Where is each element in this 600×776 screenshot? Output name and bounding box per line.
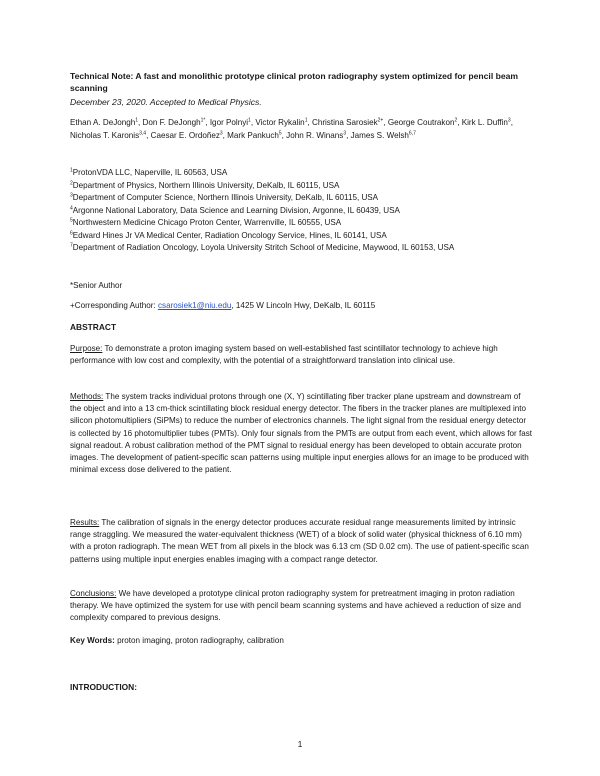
results-label: Results: [70,518,100,527]
author-affiliation-mark: 1 [304,117,308,124]
affiliation-item [70,230,534,243]
author-name: James S. Welsh [350,130,409,140]
purpose-label: Purpose: [70,344,103,353]
affiliation-text: Department of Radiation Oncology, Loyola University Stritch School of Medicine, Maywood, IL 60153, USA [72,243,455,252]
author-affiliation-mark: 3,4 [139,129,147,136]
methods-label: Methods: [70,392,104,401]
abstract-methods [70,391,532,476]
author-separator: , [138,118,143,127]
affiliation-item [70,205,534,218]
author-name: Igor Polnyi [209,118,249,127]
author-affiliation-mark: 3 [343,129,347,136]
author-separator: , [281,130,287,140]
author-name: Victor Rykalin [255,118,305,127]
corresponding-address: , 1425 W Lincoln Hwy, DeKalb, IL 60115 [231,301,376,310]
author-name: Christina Sarosiek [311,118,378,127]
affiliation-text: Argonne National Laboratory, Data Science and Learning Division, Argonne, IL 60439, USA [72,205,400,215]
corresponding-author [70,300,375,311]
author-name: Caesar E. Ordoñez [150,130,220,140]
author-name: John R. Winans [286,130,344,140]
author-affiliation-mark: 1 [135,117,139,124]
affiliation-list [70,167,534,255]
purpose-text: To demonstrate a proton imaging system based on well-established fast scintillator technology to achieve high performance with low cost and complexity, with the potential of a straightforward translation into clinical use. [70,344,498,366]
author-separator: , [383,118,388,127]
author-separator: , [457,118,462,127]
affiliation-number: 7 [70,242,73,249]
author-affiliation-mark: 1* [200,117,206,124]
author-affiliation-mark: 1 [248,117,251,124]
author-separator: , [222,130,228,140]
author-separator: , [146,130,151,140]
author-affiliation-mark: 5 [278,129,282,136]
methods-text: The system tracks individual protons through one (X, Y) scintillating fiber tracker plane upstream and downstream of the object and into a 13 cm-thick scintillating block residual energy detector. The fibers in the tracker planes are multiplexed into silicon photomultipliers (SiPMs) to reduce the number of electronics channels. The light signal from the residual energy detector is collected by 16 photomultiplier tubes (PMTs). Only four signals from the PMTs are output from each event, which allows for fast signal readout. A robust calibration method of the PMT signal to residual energy has been developed to obtain accurate proton images. The development of patient-specific scan patterns using multiple input energies allows for an image to be produced with minimal excess dose delivered to the patient. [70,392,532,475]
corresponding-prefix: +Corresponding Author: [70,301,158,310]
author-name: Don F. DeJongh [142,118,201,127]
conclusions-text: We have developed a prototype clinical proton radiography system for pretreatment imaging in proton radiation therapy. We have optimized the system for use with pencil beam scanning systems and have achieved a reduction of size and complexity compared to previous designs. [70,589,521,623]
affiliation-number: 5 [70,217,73,224]
author-affiliation-mark: 2+ [377,117,384,124]
author-affiliation-mark: 3 [219,129,223,136]
keywords-text: proton imaging, proton radiography, calibration [114,636,284,645]
affiliation-number: 1 [70,167,73,174]
affiliation-number: 3 [70,192,73,199]
author-affiliation-mark: 6,7 [408,129,416,136]
affiliation-item [70,242,534,255]
abstract-conclusions [70,588,532,625]
affiliation-number: 6 [70,229,73,236]
affiliation-text: Northwestern Medicine Chicago Proton Center, Warrenville, IL 60555, USA [72,218,342,227]
author-separator: , [510,118,513,127]
author-separator: , [205,118,210,127]
affiliation-number: 4 [70,204,73,211]
affiliation-item [70,217,534,230]
affiliation-text: Department of Computer Science, Northern Illinois University, DeKalb, IL 60115, USA [72,193,379,202]
page-number: 1 [297,739,303,749]
author-name: Mark Pankuch [227,130,279,140]
conclusions-label: Conclusions: [70,589,117,598]
paper-title: Technical Note: A fast and monolithic prototype clinical proton radiography system optimized for pencil beam scanning [70,71,519,93]
results-text: The calibration of signals in the energy detector produces accurate residual range measurements limited by intrinsic range straggling. We measured the water-equivalent thickness (WET) of a block of solid water (physical thickness of 6.10 mm) with a proton radiograph. The mean WET from all pixels in the block was 6.13 cm (SD 0.02 cm). The use of patient-specific scan patterns using multiple input energies enables imaging with a compact range detector. [70,518,529,564]
affiliation-text: Edward Hines Jr VA Medical Center, Radiation Oncology Service, Hines, IL 60141, USA [72,230,387,240]
abstract-purpose [70,343,532,367]
affiliation-text: Department of Physics, Northern Illinois University, DeKalb, IL 60115, USA [72,180,340,190]
author-name: Nicholas T. Karonis [70,130,140,140]
author-name: George Coutrakon [387,118,455,127]
senior-author-note: *Senior Author [70,281,123,290]
abstract-results [70,517,532,566]
introduction-heading: INTRODUCTION: [70,682,137,692]
keywords [70,635,284,646]
author-separator: , [307,118,312,127]
author-affiliation-mark: 3 [507,117,511,124]
author-name: Kirk L. Duffin [461,118,508,127]
author-list [70,117,534,142]
affiliation-item [70,192,534,205]
author-affiliation-mark: 2 [454,117,458,124]
author-separator: , [250,118,256,127]
keywords-label: Key Words: [70,636,115,645]
author-separator: , [346,130,351,140]
affiliation-number: 2 [70,179,73,186]
date-line: December 23, 2020. Accepted to Medical Physics. [70,97,262,107]
corresponding-email-link[interactable]: csarosiek1@niu.edu [157,301,232,310]
affiliation-item [70,167,534,180]
abstract-heading: ABSTRACT [70,322,117,332]
author-name: Ethan A. DeJongh [70,118,136,127]
affiliation-text: ProtonVDA LLC, Naperville, IL 60563, USA [72,168,228,177]
affiliation-item [70,180,534,193]
